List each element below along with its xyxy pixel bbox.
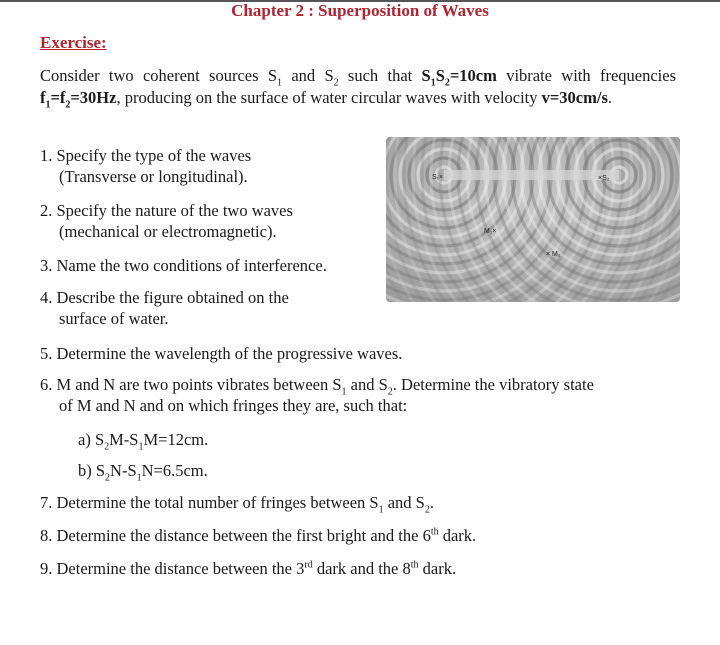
question-1: 1. Specify the type of the waves (Transverse or longitudinal).	[40, 146, 252, 186]
question-7: 7. Determine the total number of fringes between $S_1$ and $S_2$.	[40, 493, 434, 516]
question-6b: b) $S_2N-S_1N=6.5cm$.	[78, 461, 208, 484]
exercise-intro: Consider two coherent sources $S_1$ and $S_2$ such that $S_1S_2=10cm$ vibrate with frequencies $f_1=f_2=30Hz$, producing on the surface of water circular waves with velocity v=30cm/s.	[40, 66, 676, 111]
question-3: 3. Name the two conditions of interference.	[40, 256, 327, 275]
interference-figure	[386, 137, 680, 302]
exercise-heading: Exercise:	[40, 33, 107, 52]
question-4: 4. Describe the figure obtained on the surface of water.	[40, 288, 289, 328]
question-8: 8. Determine the distance between the first bright and the 6th dark.	[40, 526, 477, 545]
question-9: 9. Determine the distance between the 3rd dark and the 8th dark.	[40, 559, 457, 578]
question-6: 6. M and N are two points vibrates between $S_1$ and $S_2$. Determine the vibratory state of M and N and on which fringes they are, such that:	[40, 375, 594, 415]
point-n-label: × M₂	[546, 251, 561, 258]
chapter-title: Chapter 2 : Superposition of Waves	[231, 1, 489, 20]
question-5: 5. Determine the wavelength of the progressive waves.	[40, 344, 403, 363]
source-s2-label: ×S₂	[598, 175, 610, 182]
question-6a: a) $S_2M-S_1M=12cm$.	[78, 430, 209, 453]
source-s1-label: S₁×	[432, 174, 444, 181]
question-2: 2. Specify the nature of the two waves (mechanical or electromagnetic).	[40, 201, 293, 241]
point-m-label: M₁×	[484, 228, 497, 235]
interference-pattern-image	[386, 137, 680, 302]
